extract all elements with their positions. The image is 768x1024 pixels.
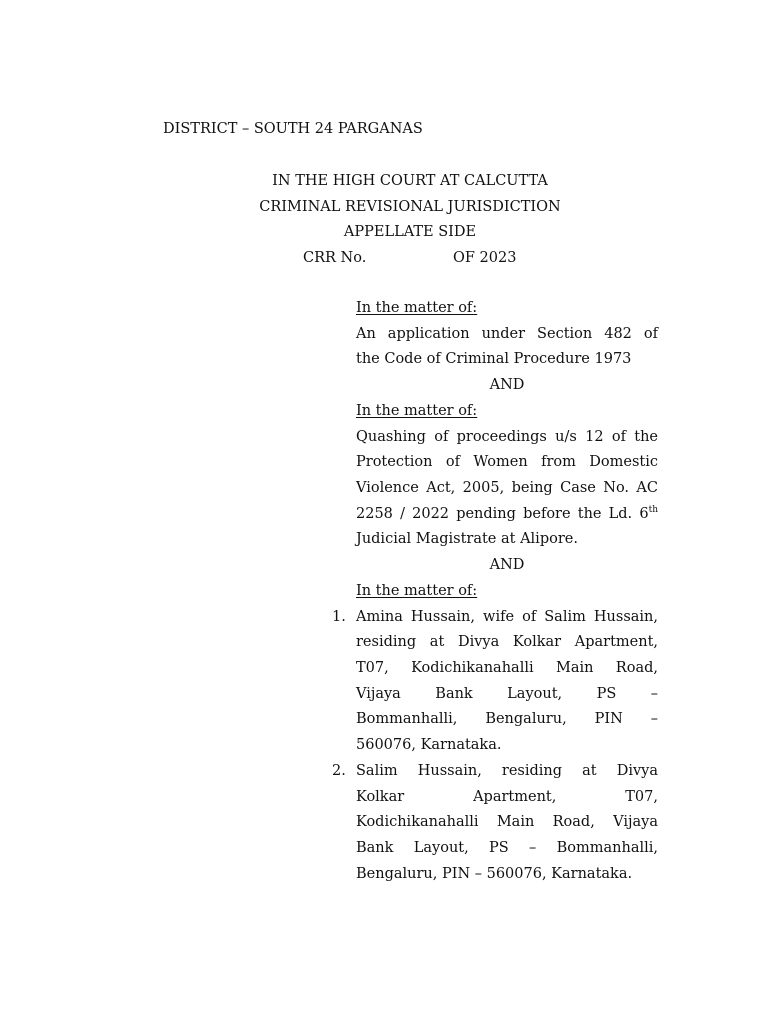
district-line: DISTRICT – SOUTH 24 PARGANAS [163, 121, 423, 137]
matter-2-heading: In the matter of: [356, 403, 478, 419]
and-separator: AND [489, 377, 525, 394]
matter-3-heading-block [356, 579, 658, 605]
party-1-line: T07, Kodichikanahalli Main Road, [356, 660, 658, 677]
party-1-line: residing at Divya Kolkar Apartment, [356, 634, 658, 651]
party-1-line: Vijaya Bank Layout, PS – [356, 685, 658, 702]
party-1-number: 1. [332, 608, 346, 625]
party-1-line: Bommanhalli, Bengaluru, PIN – [356, 711, 658, 728]
matter-2-line: Judicial Magistrate at Alipore. [356, 531, 578, 548]
crr-number-label: CRR No. [303, 250, 367, 266]
matter-3-heading: In the matter of: [356, 583, 478, 599]
court-name: IN THE HIGH COURT AT CALCUTTA [272, 173, 548, 189]
party-2-line: Bank Layout, PS – Bommanhalli, [356, 839, 658, 856]
matter-1-line: An application under Section 482 of [356, 325, 658, 342]
crr-year: OF 2023 [453, 250, 517, 266]
matter-2-line: Quashing of proceedings u/s 12 of the [356, 428, 658, 445]
party-1-line: Amina Hussain, wife of Salim Hussain, [356, 608, 658, 625]
and-separator: AND [489, 557, 525, 574]
party-1-line: 560076, Karnataka. [356, 737, 502, 754]
ordinal-suffix: th [648, 504, 658, 515]
matter-1-heading: In the matter of: [356, 300, 478, 316]
matter-2-line-with-ordinal [356, 502, 658, 528]
matter-2 [356, 399, 658, 579]
matter-1-line: the Code of Criminal Procedure 1973 [356, 351, 632, 368]
jurisdiction: CRIMINAL REVISIONAL JURISDICTION [259, 199, 561, 215]
party-2-line: Bengaluru, PIN – 560076, Karnataka. [356, 865, 633, 882]
side: APPELLATE SIDE [343, 224, 477, 240]
party-2-line: Salim Hussain, residing at Divya [356, 762, 658, 779]
matter-1 [356, 296, 658, 399]
party-2-number: 2. [332, 762, 346, 779]
matter-2-line: 2258 / 2022 pending before the Ld. 6 [356, 505, 649, 522]
party-2-line: Kolkar Apartment, T07, [356, 788, 658, 805]
matter-2-line: Protection of Women from Domestic [356, 454, 658, 471]
party-1 [356, 605, 658, 759]
matter-2-line: Violence Act, 2005, being Case No. AC [356, 480, 658, 497]
party-2-line: Kodichikanahalli Main Road, Vijaya [356, 814, 658, 831]
party-2 [356, 759, 658, 887]
